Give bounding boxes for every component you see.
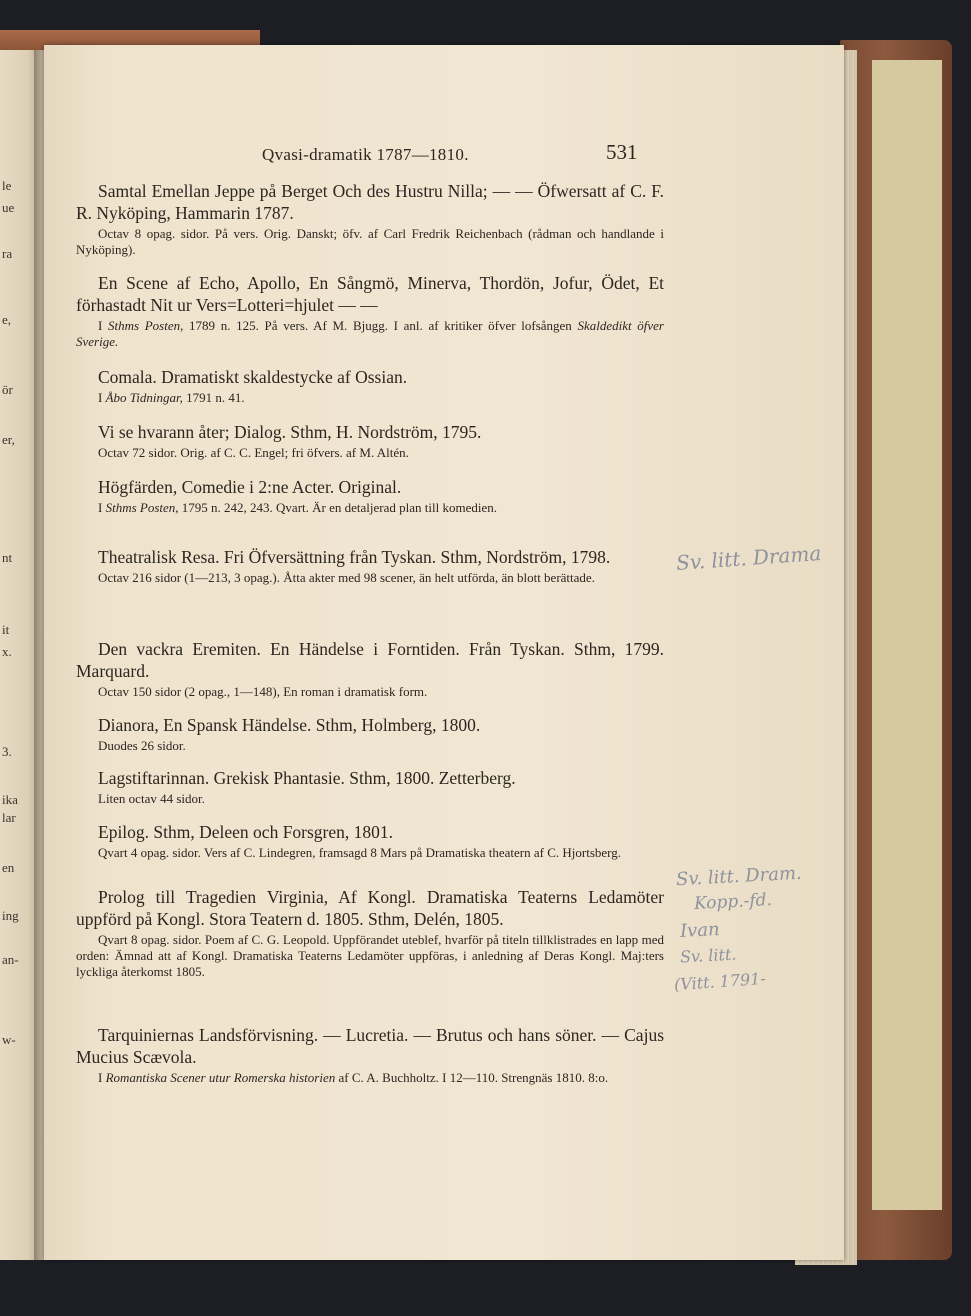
entry-note: Octav 72 sidor. Orig. af C. C. Engel; fri öfvers. af M. Altén. [98, 445, 409, 460]
entry-title: Epilog. Sthm, Deleen och Forsgren, 1801. [98, 822, 394, 842]
bibliography-entry [76, 476, 664, 516]
entry-title: Lagstiftarinnan. Grekisk Phantasie. Sthm, 1800. Zetterberg. [98, 768, 516, 788]
left-fragment: w- [2, 1032, 16, 1047]
bibliography-entry [76, 180, 664, 258]
handwritten-note: Sv. litt. Drama [675, 540, 823, 576]
left-fragment: ue [2, 200, 15, 215]
entry-title: Tarquiniernas Landsförvisning. — Lucretia. — Brutus och hans söner. — Cajus Mucius Scævola. [76, 1025, 664, 1067]
bibliography-entry [76, 821, 664, 861]
entry-note: I Åbo Tidningar, 1791 n. 41. [98, 390, 245, 405]
entry-title: Samtal Emellan Jeppe på Berget Och des Hustru Nilla; — — Öfwersatt af C. F. R. Nyköping, Hammarin 1787. [76, 181, 664, 223]
entry-title: Theatralisk Resa. Fri Öfversättning från Tyskan. Sthm, Nordström, 1798. [98, 547, 611, 567]
entry-title: Den vackra Eremiten. En Händelse i Forntiden. Från Tyskan. Sthm, 1799. Marquard. [76, 639, 664, 681]
entry-title: Högfärden, Comedie i 2:ne Acter. Original. [98, 477, 402, 497]
left-fragment: 3. [2, 744, 12, 759]
entry-note: Octav 8 opag. sidor. På vers. Orig. Danskt; öfv. af Carl Fredrik Reichenbach (rådman och handlande i Nyköping). [76, 226, 664, 257]
entry-note: Qvart 4 opag. sidor. Vers af C. Lindegren, framsagd 8 Mars på Dramatiska theatern af C. Hjortsberg. [98, 845, 621, 860]
entry-title: Vi se hvarann åter; Dialog. Sthm, H. Nordström, 1795. [98, 422, 482, 442]
left-fragment: an- [2, 952, 19, 967]
bibliography-entry [76, 714, 664, 754]
entry-title: Prolog till Tragedien Virginia, Af Kongl. Dramatiska Teaterns Ledamöter uppförd på Kongl. Stora Teatern d. 1805. Sthm, Delén, 1805. [76, 887, 664, 929]
entry-note: I Sthms Posten, 1795 n. 242, 243. Qvart. Är en detaljerad plan till komedien. [98, 500, 497, 515]
left-fragment: ika [2, 792, 18, 807]
entry-title: En Scene af Echo, Apollo, En Sångmö, Minerva, Thordön, Jofur, Ödet, Et förhastadt Nit ur Vers=Lotteri=hjulet — — [76, 273, 664, 315]
handwritten-note: Ivan [679, 918, 721, 943]
left-fragment: lar [2, 810, 16, 825]
endpaper [872, 60, 942, 1210]
handwritten-note: Sv. litt. Dram. [675, 862, 803, 891]
left-fragment: en [2, 860, 15, 875]
entry-title: Comala. Dramatiskt skaldestycke af Ossian. [98, 367, 408, 387]
entry-note: Octav 150 sidor (2 opag., 1—148), En roman i dramatisk form. [98, 684, 428, 699]
entry-note: Octav 216 sidor (1—213, 3 opag.). Åtta akter med 98 scener, än helt utförda, än blott berättade. [98, 570, 595, 585]
handwritten-note: Sv. litt. [679, 944, 737, 967]
bibliography-entry [76, 886, 664, 980]
left-fragment: ör [2, 382, 13, 397]
left-fragment: e, [2, 312, 12, 327]
left-fragment: le [2, 178, 12, 193]
bibliography-entry [76, 638, 664, 700]
entry-title: Dianora, En Spansk Händelse. Sthm, Holmberg, 1800. [98, 715, 481, 735]
entry-note: I Romantiska Scener utur Romerska historien af C. A. Buchholtz. I 12—110. Strengnäs 1810. 8:o. [98, 1070, 609, 1085]
left-fragment: it [2, 622, 10, 637]
entry-note: Duodes 26 sidor. [98, 738, 186, 753]
bibliography-entry [76, 366, 664, 406]
handwritten-note: Kopp.-fd. [693, 889, 773, 915]
entry-note: Qvart 8 opag. sidor. Poem af C. G. Leopold. Uppförandet uteblef, hvarför på titeln tillklistrades en lapp med orden: Ämnad att af Kongl. Dramatiska Teaterns Ledamöter uppföras, i anledning af Deras Kongl. Maj:ters lyckliga återkomst 1805. [76, 932, 664, 979]
left-fragment: er, [2, 432, 15, 447]
bibliography-entry [76, 1024, 664, 1086]
left-fragment: nt [2, 550, 13, 565]
entry-note: I Sthms Posten, 1789 n. 125. På vers. Af M. Bjugg. I anl. af kritiker öfver lofsången Skaldedikt öfver Sverige. [76, 318, 664, 349]
bibliography-entry [76, 767, 664, 807]
entry-note: Liten octav 44 sidor. [98, 791, 205, 806]
bibliography-entry [76, 546, 664, 586]
left-fragment: ra [2, 246, 13, 261]
left-fragment: ing [2, 908, 19, 923]
handwritten-note: (Vitt. 1791- [673, 968, 767, 995]
left-fragment: x. [2, 644, 12, 659]
bibliography-entry [76, 421, 664, 461]
page-number: 531 [606, 140, 638, 164]
running-header: Qvasi-dramatik 1787—1810. [262, 145, 469, 164]
bibliography-entry [76, 272, 664, 350]
